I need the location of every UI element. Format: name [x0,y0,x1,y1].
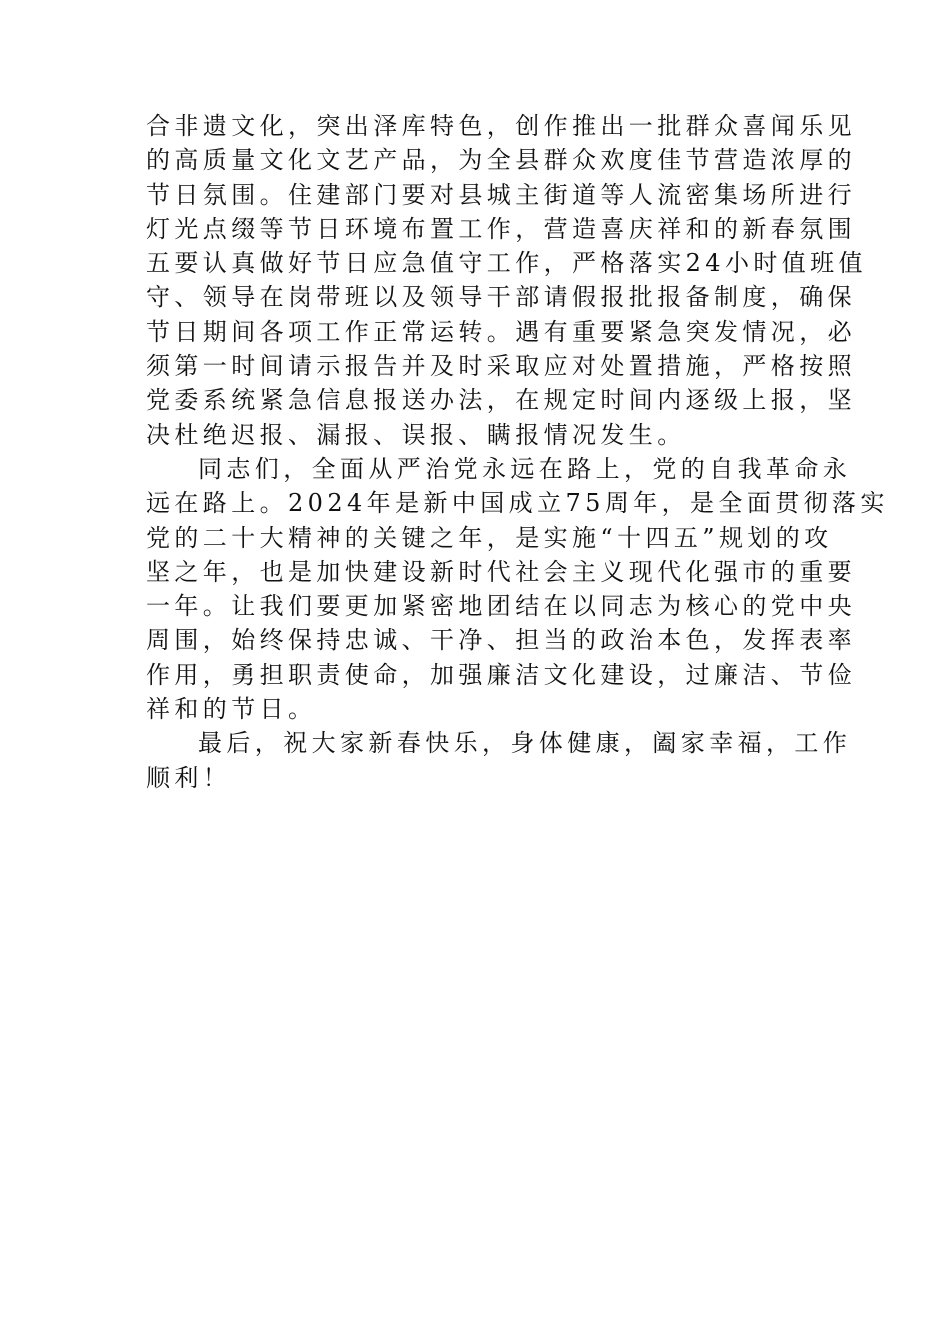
paragraph-2 [146,452,889,726]
text-line: 须第一时间请示报告并及时采取应对处置措施，严格按照 [146,352,856,381]
text-line: 的高质量文化文艺产品，为全县群众欢度佳节营造浓厚的 [146,146,856,175]
text-line: 作用，勇担职责使命，加强廉洁文化建设，过廉洁、节俭 [146,660,856,689]
text-line: 远在路上。2024年是新中国成立75周年，是全面贯彻落实 [146,489,889,518]
text-line: 党的二十大精神的关键之年，是实施“十四五”规划的攻 [146,523,833,552]
text-line: 坚之年，也是加快建设新时代社会主义现代化强市的重要 [146,557,856,586]
text-line: 节日氛围。住建部门要对县城主街道等人流密集场所进行 [146,180,856,209]
text-line: 同志们，全面从严治党永远在路上，党的自我革命永 [198,454,852,483]
text-line: 节日期间各项工作正常运转。遇有重要紧急突发情况，必 [146,317,856,346]
text-line: 党委系统紧急信息报送办法，在规定时间内逐级上报，坚 [146,386,856,415]
text-line: 灯光点缀等节日环境布置工作，营造喜庆祥和的新春氛围 [146,214,856,243]
paragraph-1 [146,109,867,452]
text-line: 周围，始终保持忠诚、干净、担当的政治本色，发挥表率 [146,626,856,655]
text-line: 守、领导在岗带班以及领导干部请假报批报备制度，确保 [146,283,856,312]
text-line: 祥和的节日。 [146,695,317,724]
text-line: 一年。让我们要更加紧密地团结在以同志为核心的党中央 [146,592,856,621]
paragraph-3 [146,726,852,795]
document-body [146,109,889,795]
text-line: 五要认真做好节日应急值守工作，严格落实24小时值班值 [146,249,867,278]
text-line: 决杜绝迟报、漏报、误报、瞒报情况发生。 [146,420,686,449]
text-line: 合非遗文化，突出泽库特色，创作推出一批群众喜闻乐见 [146,112,856,140]
text-line: 最后，祝大家新春快乐，身体健康，阖家幸福，工作 [198,729,852,758]
text-line: 顺利！ [146,763,232,792]
